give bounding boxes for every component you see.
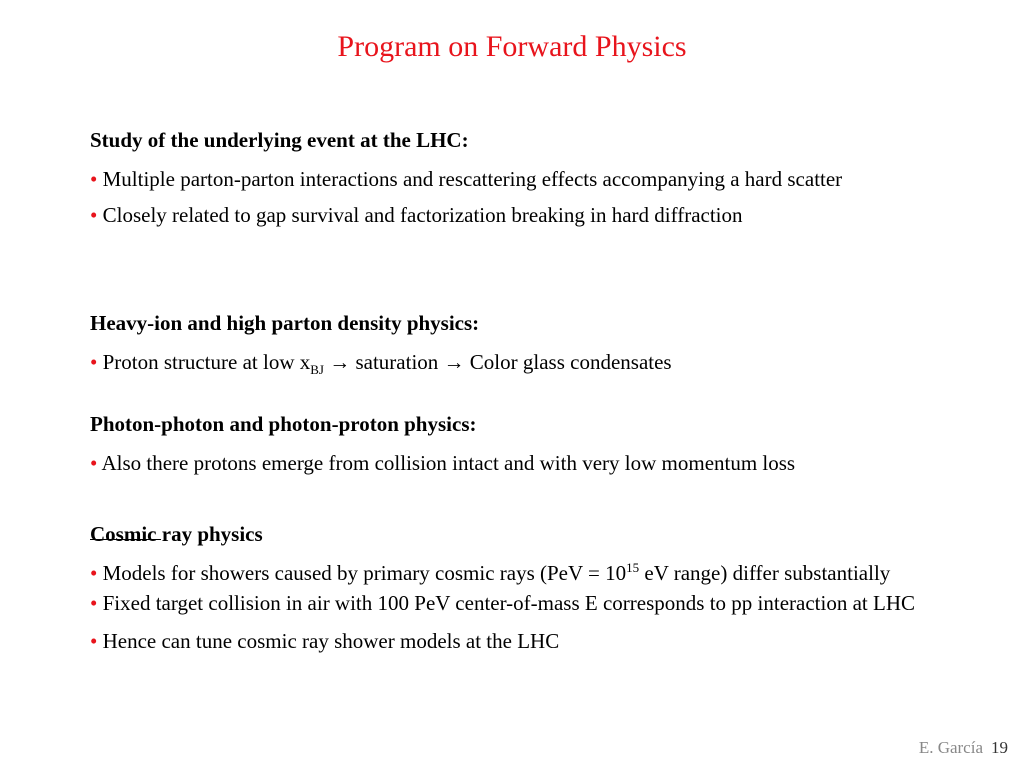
slide-footer bbox=[919, 738, 1008, 758]
bullet-item bbox=[90, 347, 970, 377]
section-heavy-ion bbox=[90, 309, 970, 377]
bullet-dot-icon: • bbox=[90, 451, 98, 475]
bullet-text: Models for showers caused by primary cosmic rays (PeV = 10 bbox=[102, 561, 627, 585]
bullet-item bbox=[90, 626, 970, 656]
bullet-text: Multiple parton-parton interactions and rescattering effects accompanying a hard scatter bbox=[102, 167, 843, 191]
bullet-item bbox=[90, 558, 970, 588]
section-photon-physics bbox=[90, 410, 970, 478]
heading-part: ray physics bbox=[156, 522, 263, 546]
bullet-dot-icon: • bbox=[90, 561, 98, 585]
section-heading: Heavy-ion and high parton density physics: bbox=[90, 311, 480, 335]
bullet-dot-icon: • bbox=[90, 167, 98, 191]
bullet-item bbox=[90, 164, 970, 194]
bullet-text-continued: → saturation → Color glass condensates bbox=[323, 350, 672, 374]
bullet-text: Hence can tune cosmic ray shower models at the LHC bbox=[102, 629, 560, 653]
section-heading bbox=[90, 520, 970, 548]
bullet-item bbox=[90, 448, 970, 478]
bullet-item bbox=[90, 588, 970, 618]
section-heading: Study of the underlying event at the LHC: bbox=[90, 128, 469, 152]
bullet-text: Proton structure at low x bbox=[102, 350, 311, 374]
bullet-dot-icon: • bbox=[90, 591, 98, 615]
slide-title: Program on Forward Physics bbox=[337, 30, 687, 63]
bullet-text: Closely related to gap survival and factorization breaking in hard diffraction bbox=[102, 203, 743, 227]
superscript-15: 15 bbox=[626, 560, 640, 575]
page-number: 19 bbox=[991, 738, 1008, 757]
bullet-item bbox=[90, 200, 970, 230]
heading-part: Cosmic bbox=[90, 522, 157, 546]
subscript-bj: BJ bbox=[310, 362, 324, 378]
section-underlying-event bbox=[90, 126, 970, 230]
section-cosmic-ray bbox=[90, 520, 970, 656]
bullet-text: Fixed target collision in air with 100 PeV center-of-mass E corresponds to pp interaction at LHC bbox=[102, 591, 915, 615]
bullet-dot-icon: • bbox=[90, 629, 98, 653]
section-heading: Photon-photon and photon-proton physics: bbox=[90, 412, 477, 436]
footer-author: E. García bbox=[918, 738, 983, 757]
bullet-text-continued: eV range) differ substantially bbox=[639, 561, 891, 585]
bullet-dot-icon: • bbox=[90, 203, 98, 227]
bullet-dot-icon: • bbox=[90, 350, 98, 374]
bullet-text: Also there protons emerge from collision intact and with very low momentum loss bbox=[101, 451, 796, 475]
